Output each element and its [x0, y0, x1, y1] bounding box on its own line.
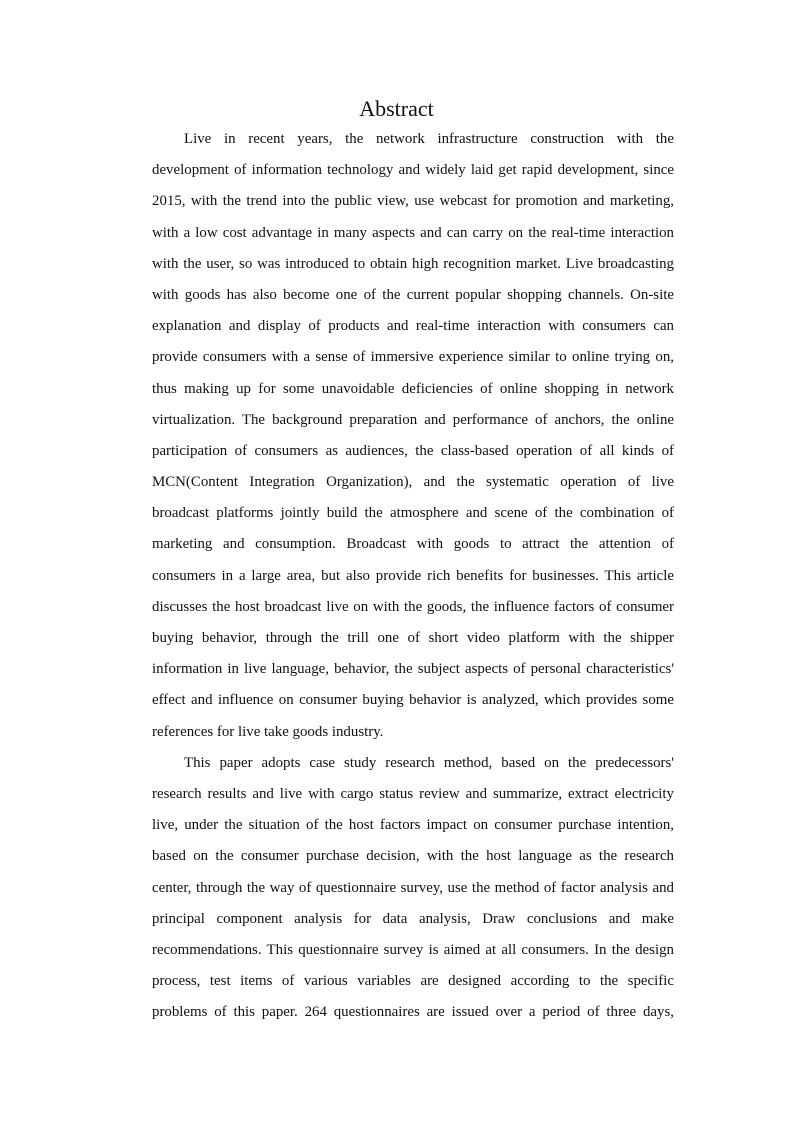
text-line: center, through the way of questionnaire survey, use the method of factor analysis and — [152, 879, 674, 896]
text-line: recommendations. This questionnaire survey is aimed at all consumers. In the design — [152, 941, 674, 958]
text-line: 2015, with the trend into the public view, use webcast for promotion and marketing, — [152, 193, 674, 210]
text-line: live, under the situation of the host factors impact on consumer purchase intention, — [152, 817, 674, 834]
text-line: MCN(Content Integration Organization), and the systematic operation of live — [152, 474, 674, 491]
paragraph-2 — [120, 748, 674, 1029]
page-title: Abstract — [359, 96, 434, 121]
text-line: participation of consumers as audiences, the class-based operation of all kinds of — [152, 442, 674, 459]
text-line: references for live take goods industry. — [152, 723, 384, 740]
text-line: with goods has also become one of the current popular shopping channels. On-site — [152, 286, 674, 303]
text-line: principal component analysis for data analysis, Draw conclusions and make — [152, 910, 674, 927]
text-line: information in live language, behavior, the subject aspects of personal characteristics' — [152, 661, 674, 678]
text-line: provide consumers with a sense of immersive experience similar to online trying on, — [152, 349, 674, 366]
text-line: with the user, so was introduced to obtain high recognition market. Live broadcasting — [152, 255, 674, 272]
text-line: discusses the host broadcast live on with the goods, the influence factors of consumer — [152, 598, 674, 615]
text-line: based on the consumer purchase decision, with the host language as the research — [152, 848, 674, 865]
text-line: development of information technology and widely laid get rapid development, since — [152, 162, 674, 179]
text-line: buying behavior, through the trill one of short video platform with the shipper — [152, 630, 674, 646]
text-line: explanation and display of products and real-time interaction with consumers can — [152, 318, 674, 335]
text-line: marketing and consumption. Broadcast with goods to attract the attention of — [152, 536, 674, 553]
abstract-body — [120, 124, 674, 1028]
text-line: with a low cost advantage in many aspects and can carry on the real-time interaction — [152, 224, 674, 241]
text-line: Live in recent years, the network infrastructure construction with the — [184, 131, 674, 147]
text-line: thus making up for some unavoidable deficiencies of online shopping in network — [152, 380, 674, 397]
text-line: consumers in a large area, but also provide rich benefits for businesses. This article — [152, 567, 674, 584]
paragraph-1 — [120, 124, 674, 748]
text-line: effect and influence on consumer buying behavior is analyzed, which provides some — [152, 692, 674, 709]
text-line: This paper adopts case study research method, based on the predecessors' — [184, 754, 674, 771]
text-line: virtualization. The background preparation and performance of anchors, the online — [152, 411, 674, 428]
text-line: problems of this paper. 264 questionnaires are issued over a period of three days, — [152, 1004, 674, 1021]
text-line: process, test items of various variables are designed according to the specific — [152, 973, 674, 990]
text-line: broadcast platforms jointly build the atmosphere and scene of the combination of — [152, 505, 674, 522]
text-line: research results and live with cargo status review and summarize, extract electricity — [152, 785, 674, 802]
